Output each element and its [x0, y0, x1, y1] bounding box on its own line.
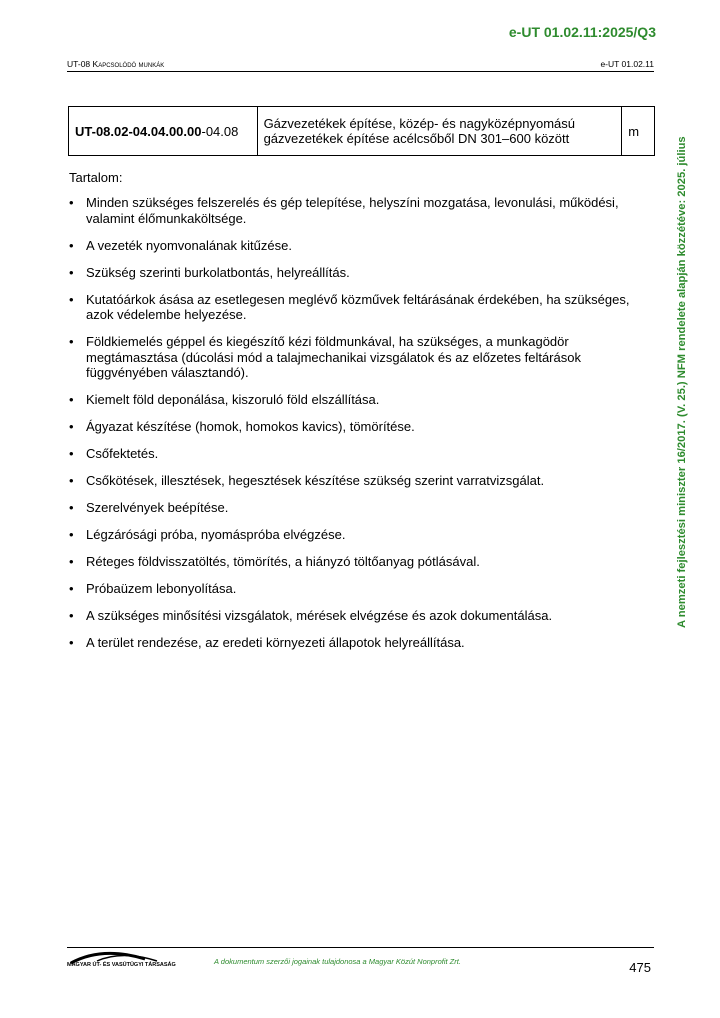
bullet-icon: •	[69, 554, 74, 569]
list-item: • Szükség szerinti burkolatbontás, helyreállítás.	[69, 264, 350, 280]
footer-divider	[67, 947, 654, 948]
header-doc-label: e-UT 01.02.11	[600, 59, 654, 69]
list-item: • Kiemelt föld deponálása, kiszoruló föld elszállítása.	[69, 392, 380, 407]
bullet-icon: •	[69, 500, 74, 515]
item-unit: m	[622, 107, 655, 156]
publication-note: A nemzeti fejlesztési miniszter 16/2017. (V. 25.) NFM rendelete alapján közzétéve: 2025. július	[676, 136, 688, 628]
content-label: Tartalom:	[69, 170, 123, 185]
bullet-icon: •	[69, 581, 74, 596]
bullet-icon: •	[69, 419, 74, 434]
item-table	[68, 106, 655, 156]
list-item: • Csőkötések, illesztések, hegesztések készítése szükség szerint varratvizsgálat.	[69, 473, 545, 488]
list-item: • Próbaüzem lebonyolítása.	[69, 581, 237, 596]
copyright-notice: A dokumentum szerzői jogainak tulajdonosa a Magyar Közút Nonprofit Zrt.	[214, 957, 461, 966]
bullet-icon: •	[69, 473, 74, 488]
bullet-icon: •	[69, 392, 74, 407]
bullet-icon: •	[69, 237, 74, 253]
list-item: • Réteges földvisszatöltés, tömörítés, a hiányzó töltőanyag pótlásával.	[69, 554, 480, 569]
list-item: • Földkiemelés géppel és kiegészítő kézi földmunkával, ha szükséges, a munkagödör megtámasztása (dúcolási mód a talajmechanikai vizsgálatok és az előzetes feltárások függvényében választandó).	[69, 334, 581, 380]
list-item: • Légzárósági próba, nyomáspróba elvégzése.	[69, 527, 346, 542]
list-item: • Szerelvények beépítése.	[69, 500, 229, 515]
logo-text: MAGYAR ÚT- ÉS VASÚTÜGYI TÁRSASÁG	[67, 962, 176, 968]
item-code: UT-08.02-04.04.00.00-04.08	[69, 107, 258, 156]
list-item: • A vezeték nyomvonalának kitűzése.	[69, 237, 292, 253]
bullet-icon: •	[69, 264, 74, 280]
content-list	[69, 195, 659, 662]
list-item: • Kutatóárkok ásása az esetlegesen meglévő közművek feltárásának érdekében, ha szükséges, azok védelembe helyezése.	[69, 291, 630, 322]
item-description: Gázvezetékek építése, közép- és nagyközépnyomású gázvezetékek építése acélcsőből DN 301–600 között	[257, 107, 622, 156]
bullet-icon: •	[69, 334, 74, 349]
list-item: • A terület rendezése, az eredeti környezeti állapotok helyreállítása.	[69, 635, 465, 650]
document-code: e-UT 01.02.11:2025/Q3	[508, 24, 656, 40]
running-header	[67, 59, 654, 72]
bullet-icon: •	[69, 608, 74, 623]
bullet-icon: •	[69, 527, 74, 542]
page-number: 475	[629, 960, 651, 975]
list-item: • A szükséges minősítési vizsgálatok, mérések elvégzése és azok dokumentálása.	[69, 608, 553, 623]
bullet-icon: •	[69, 291, 74, 307]
bullet-icon: •	[69, 446, 74, 461]
list-item: • Ágyazat készítése (homok, homokos kavics), tömörítése.	[69, 419, 415, 434]
section-title: UT-08 Kapcsolódó munkák	[67, 59, 165, 69]
bullet-icon: •	[69, 635, 74, 650]
list-item: • Minden szükséges felszerelés és gép telepítése, helyszíni mozgatása, levonulási, működési, valamint élőmunkaköltsége.	[69, 195, 619, 226]
list-item: • Csőfektetés.	[69, 446, 159, 461]
bullet-icon: •	[69, 195, 74, 210]
table-row	[69, 107, 655, 156]
